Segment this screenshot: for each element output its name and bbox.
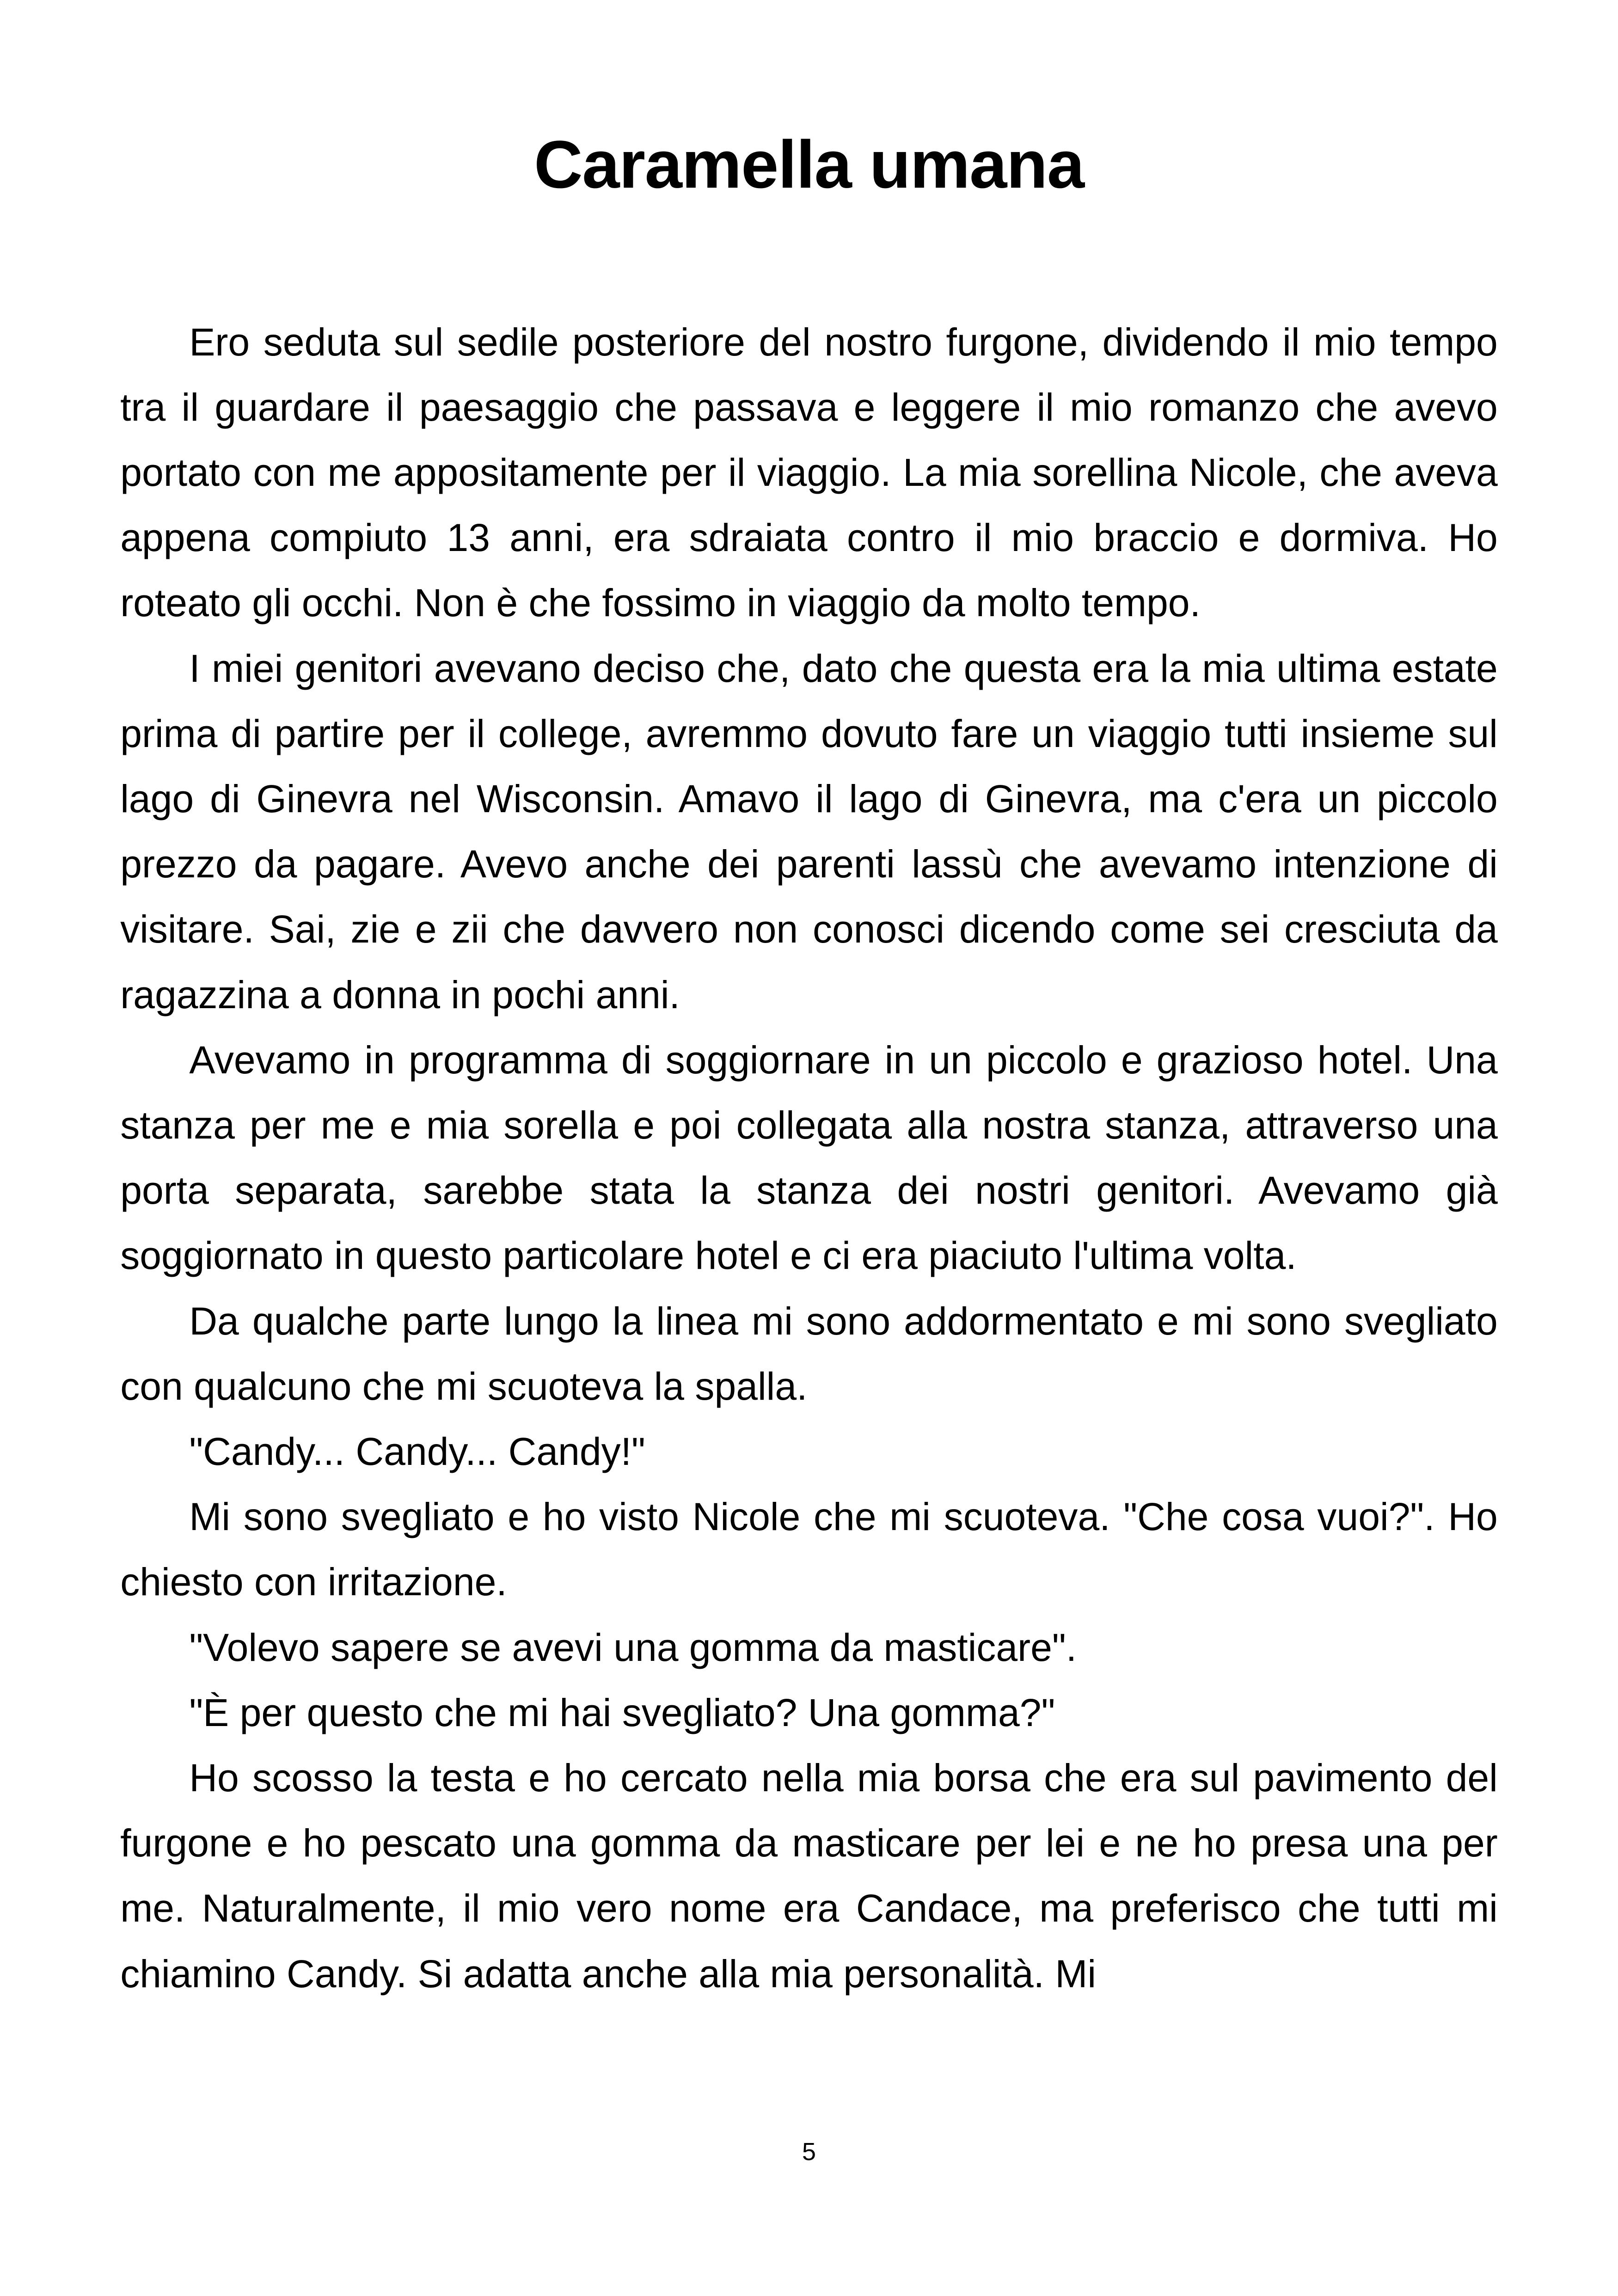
- paragraph: Mi sono svegliato e ho visto Nicole che mi scuoteva. "Che cosa vuoi?". Ho chiesto con irritazione.: [120, 1495, 1498, 1604]
- page-number: 5: [802, 2138, 816, 2166]
- paragraph: I miei genitori avevano deciso che, dato che questa era la mia ultima estate prima di partire per il college, avremmo dovuto fare un viaggio tutti insieme sul lago di Ginevra nel Wisconsin. Amavo il lago di Ginevra, ma c'era un piccolo prezzo da pagare. Avevo anche dei parenti lassù che avevamo intenzione di visitare. Sai, zie e zii che davvero non conosci dicendo come sei cresciuta da ragazzina a donna in pochi anni.: [120, 646, 1498, 1016]
- paragraph: "È per questo che mi hai svegliato? Una gomma?": [189, 1690, 1055, 1734]
- paragraph: Ero seduta sul sedile posteriore del nostro furgone, dividendo il mio tempo tra il guardare il paesaggio che passava e leggere il mio romanzo che avevo portato con me appositamente per il viaggio. La mia sorellina Nicole, che aveva appena compiuto 13 anni, era sdraiata contro il mio braccio e dormiva. Ho roteato gli occhi. Non è che fossimo in viaggio da molto tempo.: [120, 320, 1498, 625]
- chapter-body: [120, 310, 1498, 2007]
- paragraph: Ho scosso la testa e ho cercato nella mia borsa che era sul pavimento del furgone e ho pescato una gomma da masticare per lei e ne ho presa una per me. Naturalmente, il mio vero nome era Candace, ma preferisco che tutti mi chiamino Candy. Si adatta anche alla mia personalità. Mi: [120, 1756, 1498, 1996]
- paragraph: Avevamo in programma di soggiornare in un piccolo e grazioso hotel. Una stanza per me e mia sorella e poi collegata alla nostra stanza, attraverso una porta separata, sarebbe stata la stanza dei nostri genitori. Avevamo già soggiornato in questo particolare hotel e ci era piaciuto l'ultima volta.: [120, 1038, 1498, 1278]
- paragraph: Da qualche parte lungo la linea mi sono addormentato e mi sono svegliato con qualcuno che mi scuoteva la spalla.: [120, 1299, 1498, 1408]
- paragraph: "Candy... Candy... Candy!": [189, 1429, 645, 1473]
- paragraph: "Volevo sapere se avevi una gomma da masticare".: [189, 1625, 1077, 1669]
- chapter-title: Caramella umana: [534, 126, 1084, 202]
